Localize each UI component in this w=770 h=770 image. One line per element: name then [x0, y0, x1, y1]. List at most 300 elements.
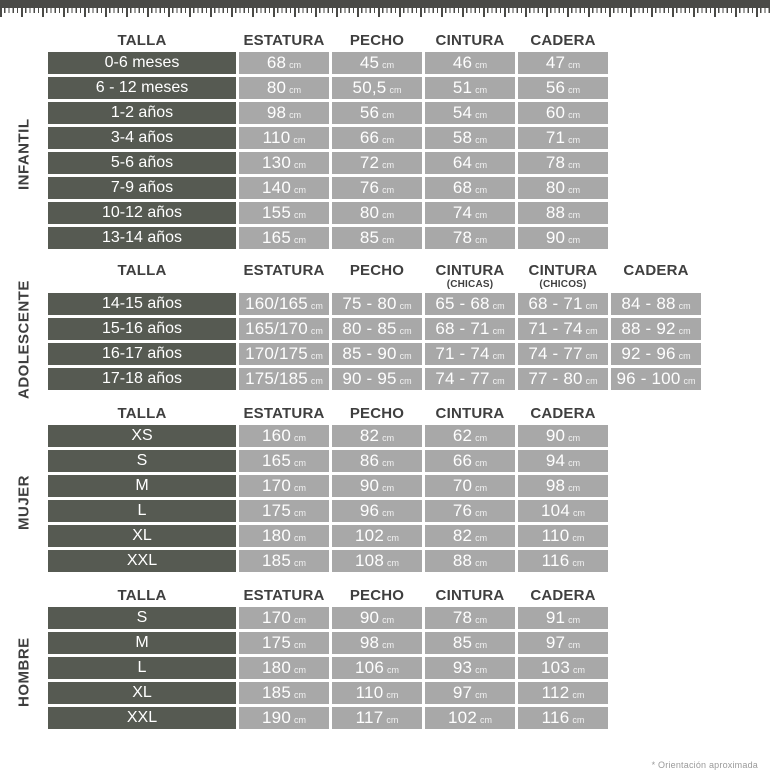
column-header [518, 30, 608, 49]
value-cell [332, 425, 422, 447]
value-unit: cm [475, 160, 488, 170]
value-number: 68 - 71 [528, 294, 583, 313]
column-header [239, 260, 329, 279]
column-header [48, 30, 236, 49]
value-number: 82 [359, 426, 380, 445]
value-unit: cm [568, 110, 581, 120]
talla-cell: XS [48, 425, 236, 447]
value-unit: cm [568, 483, 581, 493]
value-cell [518, 293, 608, 315]
header-row [48, 403, 770, 422]
column-header [425, 30, 515, 49]
value-number: 91 [545, 608, 566, 627]
value-cell [518, 318, 608, 340]
value-cell [518, 450, 608, 472]
value-number: 98 [545, 476, 566, 495]
value-cell [611, 318, 701, 340]
value-cell [239, 368, 329, 390]
value-unit: cm [568, 433, 581, 443]
value-unit: cm [293, 640, 306, 650]
column-header-label: ESTATURA [243, 405, 325, 422]
value-cell [425, 450, 515, 472]
value-number: 102 [355, 526, 384, 545]
talla-cell: 13-14 años [48, 227, 236, 249]
value-cell [332, 52, 422, 74]
table-row [48, 227, 770, 249]
value-unit: cm [475, 458, 488, 468]
value-cell [332, 682, 422, 704]
value-unit: cm [568, 235, 581, 245]
value-cell [332, 368, 422, 390]
value-unit: cm [293, 558, 306, 568]
value-number: 103 [541, 658, 570, 677]
table-row [48, 52, 770, 74]
value-cell [425, 227, 515, 249]
value-cell [239, 450, 329, 472]
value-unit: cm [389, 85, 402, 95]
value-cell [518, 657, 608, 679]
value-number: 180 [262, 658, 291, 677]
value-unit: cm [678, 326, 691, 336]
value-unit: cm [382, 135, 395, 145]
value-unit: cm [475, 558, 488, 568]
value-number: 74 [452, 203, 473, 222]
value-number: 78 [452, 228, 473, 247]
section-label: HOMBRE [15, 637, 33, 707]
value-number: 84 - 88 [621, 294, 676, 313]
value-number: 74 - 77 [528, 344, 583, 363]
value-number: 96 - 100 [616, 369, 681, 388]
value-cell [332, 707, 422, 729]
talla-cell: 6 - 12 meses [48, 77, 236, 99]
value-unit: cm [475, 210, 488, 220]
value-unit: cm [293, 185, 306, 195]
value-number: 85 [452, 633, 473, 652]
column-header-label: PECHO [349, 262, 405, 279]
value-cell [425, 475, 515, 497]
value-unit: cm [382, 433, 395, 443]
value-number: 102 [448, 708, 477, 727]
talla-cell: S [48, 450, 236, 472]
value-number: 68 [266, 53, 287, 72]
talla-cell: 7-9 años [48, 177, 236, 199]
talla-cell: 16-17 años [48, 343, 236, 365]
column-header [425, 585, 515, 604]
table-row [48, 202, 770, 224]
value-number: 51 [452, 78, 473, 97]
value-cell [518, 425, 608, 447]
value-unit: cm [585, 301, 598, 311]
value-unit: cm [572, 533, 585, 543]
value-unit: cm [293, 508, 306, 518]
value-number: 88 [545, 203, 566, 222]
talla-cell: S [48, 607, 236, 629]
value-unit: cm [399, 351, 412, 361]
column-header [518, 585, 608, 604]
value-cell [239, 77, 329, 99]
talla-cell: 10-12 años [48, 202, 236, 224]
section-label: ADOLESCENTE [15, 280, 33, 400]
table-row [48, 102, 770, 124]
value-cell [239, 707, 329, 729]
table-row [48, 475, 770, 497]
value-cell [239, 127, 329, 149]
talla-cell: L [48, 500, 236, 522]
value-cell [518, 52, 608, 74]
value-number: 96 [359, 501, 380, 520]
value-unit: cm [568, 85, 581, 95]
talla-cell: XL [48, 682, 236, 704]
value-unit: cm [492, 326, 505, 336]
value-cell [425, 343, 515, 365]
value-cell [332, 227, 422, 249]
value-unit: cm [475, 135, 488, 145]
value-unit: cm [382, 210, 395, 220]
value-number: 85 [359, 228, 380, 247]
value-cell [239, 475, 329, 497]
column-header [518, 260, 608, 290]
value-unit: cm [678, 301, 691, 311]
value-unit: cm [382, 110, 395, 120]
value-unit: cm [572, 665, 585, 675]
value-cell [425, 368, 515, 390]
value-cell [239, 550, 329, 572]
value-cell [518, 682, 608, 704]
value-number: 116 [541, 551, 570, 570]
value-cell [518, 343, 608, 365]
column-header-label: TALLA [117, 32, 167, 49]
value-unit: cm [475, 483, 488, 493]
column-header-sublabel: (CHICAS) [446, 279, 494, 290]
value-number: 140 [262, 178, 291, 197]
value-number: 116 [541, 708, 570, 727]
value-unit: cm [568, 135, 581, 145]
value-cell [332, 177, 422, 199]
talla-cell: 14-15 años [48, 293, 236, 315]
value-cell [425, 318, 515, 340]
table-row [48, 450, 770, 472]
value-number: 160 [262, 426, 291, 445]
value-unit: cm [382, 508, 395, 518]
table-row [48, 550, 770, 572]
value-cell [425, 682, 515, 704]
column-header [239, 30, 329, 49]
value-number: 185 [262, 551, 291, 570]
value-cell [425, 550, 515, 572]
value-number: 75 - 80 [342, 294, 397, 313]
value-cell [239, 682, 329, 704]
value-cell [518, 77, 608, 99]
value-unit: cm [293, 458, 306, 468]
value-number: 71 - 74 [435, 344, 490, 363]
value-cell [518, 500, 608, 522]
value-unit: cm [289, 60, 302, 70]
value-number: 80 [359, 203, 380, 222]
value-unit: cm [386, 533, 399, 543]
value-number: 78 [452, 608, 473, 627]
value-unit: cm [293, 615, 306, 625]
table-row [48, 525, 770, 547]
value-cell [611, 293, 701, 315]
value-cell [518, 177, 608, 199]
section-label: MUJER [15, 475, 33, 531]
value-unit: cm [293, 483, 306, 493]
value-unit: cm [293, 160, 306, 170]
value-number: 80 - 85 [342, 319, 397, 338]
value-number: 110 [541, 526, 570, 545]
value-unit: cm [585, 376, 598, 386]
column-header-label: CINTURA [435, 262, 505, 279]
value-cell [332, 657, 422, 679]
value-unit: cm [382, 458, 395, 468]
value-unit: cm [293, 135, 306, 145]
value-number: 90 [545, 228, 566, 247]
value-unit: cm [568, 60, 581, 70]
tape-ticks [0, 8, 770, 18]
value-number: 70 [452, 476, 473, 495]
value-unit: cm [310, 326, 323, 336]
value-number: 80 [545, 178, 566, 197]
talla-cell: XL [48, 525, 236, 547]
value-unit: cm [475, 60, 488, 70]
value-number: 112 [541, 683, 570, 702]
value-cell [239, 102, 329, 124]
value-unit: cm [568, 160, 581, 170]
footnote: * Orientación aproximada [651, 760, 758, 770]
value-cell [239, 343, 329, 365]
value-unit: cm [492, 301, 505, 311]
value-number: 110 [262, 128, 291, 147]
value-number: 170 [262, 476, 291, 495]
value-cell [425, 632, 515, 654]
value-cell [518, 102, 608, 124]
value-unit: cm [293, 235, 306, 245]
table-row [48, 152, 770, 174]
table-row [48, 293, 770, 315]
value-cell [239, 500, 329, 522]
table-row [48, 707, 770, 729]
talla-cell: 17-18 años [48, 368, 236, 390]
value-unit: cm [386, 715, 399, 725]
value-cell [425, 102, 515, 124]
value-unit: cm [479, 715, 492, 725]
talla-cell: 5-6 años [48, 152, 236, 174]
value-number: 190 [262, 708, 291, 727]
column-header [425, 260, 515, 290]
value-cell [332, 550, 422, 572]
value-cell [425, 525, 515, 547]
section-label: INFANTIL [15, 118, 33, 191]
column-header-label: CADERA [623, 262, 689, 279]
value-number: 155 [262, 203, 291, 222]
value-number: 74 - 77 [435, 369, 490, 388]
value-cell [239, 632, 329, 654]
column-header [332, 30, 422, 49]
value-unit: cm [683, 376, 696, 386]
table-row [48, 632, 770, 654]
value-number: 165 [262, 451, 291, 470]
column-header [48, 403, 236, 422]
value-number: 106 [355, 658, 384, 677]
column-header [48, 585, 236, 604]
value-number: 66 [359, 128, 380, 147]
value-unit: cm [310, 301, 323, 311]
talla-cell: XXL [48, 550, 236, 572]
value-number: 72 [359, 153, 380, 172]
value-unit: cm [572, 690, 585, 700]
value-unit: cm [386, 690, 399, 700]
value-cell [425, 52, 515, 74]
value-number: 90 - 95 [342, 369, 397, 388]
section-adolescente [0, 260, 770, 400]
table-row [48, 77, 770, 99]
value-number: 50,5 [352, 78, 387, 97]
measuring-tape-ruler [0, 0, 770, 20]
value-number: 60 [545, 103, 566, 122]
value-cell [518, 127, 608, 149]
value-cell [239, 152, 329, 174]
value-number: 80 [266, 78, 287, 97]
value-number: 98 [359, 633, 380, 652]
value-unit: cm [310, 376, 323, 386]
column-header-label: ESTATURA [243, 32, 325, 49]
value-number: 175/185 [245, 369, 308, 388]
value-cell [518, 202, 608, 224]
value-cell [239, 657, 329, 679]
value-cell [425, 293, 515, 315]
value-cell [239, 52, 329, 74]
value-unit: cm [475, 185, 488, 195]
value-unit: cm [382, 160, 395, 170]
value-number: 110 [355, 683, 384, 702]
value-unit: cm [475, 533, 488, 543]
value-number: 65 - 68 [435, 294, 490, 313]
value-number: 170/175 [245, 344, 308, 363]
value-number: 62 [452, 426, 473, 445]
value-number: 93 [452, 658, 473, 677]
value-unit: cm [475, 690, 488, 700]
column-header-label: CADERA [530, 587, 596, 604]
value-number: 117 [355, 708, 384, 727]
column-header-sublabel: (CHICOS) [539, 279, 587, 290]
value-unit: cm [475, 508, 488, 518]
value-cell [425, 425, 515, 447]
column-header [239, 403, 329, 422]
value-unit: cm [289, 110, 302, 120]
value-number: 45 [359, 53, 380, 72]
value-number: 94 [545, 451, 566, 470]
value-cell [611, 343, 701, 365]
value-number: 97 [545, 633, 566, 652]
value-cell [518, 368, 608, 390]
value-number: 47 [545, 53, 566, 72]
value-number: 88 - 92 [621, 319, 676, 338]
value-unit: cm [475, 615, 488, 625]
value-cell [332, 293, 422, 315]
table-row [48, 368, 770, 390]
value-unit: cm [475, 110, 488, 120]
value-number: 56 [545, 78, 566, 97]
value-unit: cm [585, 326, 598, 336]
value-cell [332, 152, 422, 174]
value-number: 66 [452, 451, 473, 470]
value-number: 170 [262, 608, 291, 627]
talla-cell: 0-6 meses [48, 52, 236, 74]
value-cell [518, 550, 608, 572]
value-unit: cm [492, 376, 505, 386]
value-cell [518, 525, 608, 547]
value-unit: cm [492, 351, 505, 361]
value-cell [518, 632, 608, 654]
value-unit: cm [585, 351, 598, 361]
column-header-label: PECHO [349, 587, 405, 604]
header-row [48, 30, 770, 49]
value-number: 78 [545, 153, 566, 172]
value-cell [332, 127, 422, 149]
value-number: 54 [452, 103, 473, 122]
value-cell [425, 152, 515, 174]
value-cell [332, 607, 422, 629]
column-header [518, 403, 608, 422]
value-cell [425, 607, 515, 629]
value-unit: cm [399, 301, 412, 311]
value-unit: cm [382, 60, 395, 70]
value-cell [239, 177, 329, 199]
value-unit: cm [572, 558, 585, 568]
column-header-label: TALLA [117, 587, 167, 604]
value-number: 88 [452, 551, 473, 570]
size-tables [0, 20, 770, 732]
value-unit: cm [382, 235, 395, 245]
value-unit: cm [293, 690, 306, 700]
value-cell [332, 525, 422, 547]
value-cell [239, 607, 329, 629]
value-unit: cm [568, 640, 581, 650]
value-number: 46 [452, 53, 473, 72]
talla-cell: M [48, 475, 236, 497]
column-header [48, 260, 236, 279]
value-number: 175 [262, 501, 291, 520]
value-unit: cm [289, 85, 302, 95]
table-row [48, 127, 770, 149]
value-number: 76 [452, 501, 473, 520]
value-unit: cm [568, 615, 581, 625]
value-cell [425, 500, 515, 522]
value-number: 90 [359, 608, 380, 627]
value-number: 68 [452, 178, 473, 197]
value-number: 165 [262, 228, 291, 247]
value-unit: cm [382, 185, 395, 195]
value-unit: cm [475, 665, 488, 675]
column-header [425, 403, 515, 422]
column-header-label: CINTURA [435, 587, 505, 604]
value-number: 71 - 74 [528, 319, 583, 338]
value-unit: cm [382, 615, 395, 625]
value-cell [425, 177, 515, 199]
value-cell [239, 425, 329, 447]
table-row [48, 500, 770, 522]
section-mujer [0, 403, 770, 572]
value-number: 98 [266, 103, 287, 122]
value-cell [518, 607, 608, 629]
column-header-label: CINTURA [435, 32, 505, 49]
value-unit: cm [475, 433, 488, 443]
value-unit: cm [293, 210, 306, 220]
value-number: 64 [452, 153, 473, 172]
talla-cell: 3-4 años [48, 127, 236, 149]
value-number: 76 [359, 178, 380, 197]
value-number: 185 [262, 683, 291, 702]
